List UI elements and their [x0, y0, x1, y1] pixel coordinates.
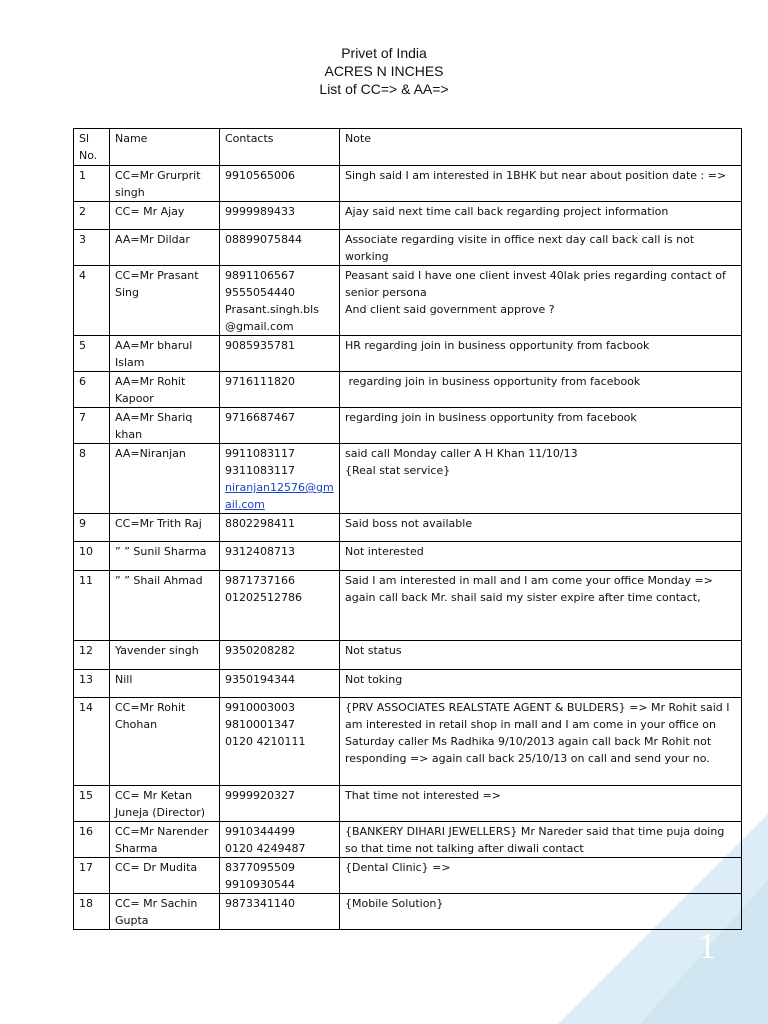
row-sl-number: 11 — [74, 571, 110, 641]
note-line: And client said government approve ? — [345, 303, 555, 316]
note-line: {BANKERY DIHARI JEWELLERS} Mr Nareder said that time puja doing so that time not talking after diwali contact — [345, 825, 728, 855]
note-line: Peasant said I have one client invest 40lak pries regarding contact of senior persona — [345, 269, 730, 299]
row-sl-number: 2 — [74, 202, 110, 230]
row-contacts — [220, 786, 340, 822]
row-note — [340, 266, 742, 336]
note-line: Said boss not available — [345, 517, 473, 530]
document-header — [0, 44, 768, 98]
row-note — [340, 166, 742, 202]
column-header-sl: Sl No. — [74, 129, 110, 166]
column-header-name: Name — [110, 129, 220, 166]
row-contacts — [220, 858, 340, 894]
row-contacts — [220, 822, 340, 858]
row-sl-number: 5 — [74, 336, 110, 372]
row-contacts — [220, 266, 340, 336]
list-title: List of CC=> & AA=> — [319, 81, 449, 97]
row-name: CC= Mr Ajay — [110, 202, 220, 230]
row-note — [340, 230, 742, 266]
table-row — [74, 444, 742, 514]
row-name: AA=Niranjan — [110, 444, 220, 514]
row-sl-number: 13 — [74, 670, 110, 698]
row-note — [340, 372, 742, 408]
row-sl-number: 8 — [74, 444, 110, 514]
row-name: CC=Mr Narender Sharma — [110, 822, 220, 858]
row-contacts — [220, 230, 340, 266]
contact-entry: 9312408713 — [225, 545, 295, 558]
row-contacts — [220, 166, 340, 202]
contact-entry: 9350194344 — [225, 673, 295, 686]
contact-entry: 9085935781 — [225, 339, 295, 352]
contact-entry: 9910344499 — [225, 825, 295, 838]
row-name: ” ” Sunil Sharma — [110, 542, 220, 571]
row-note — [340, 444, 742, 514]
row-name: CC= Mr Ketan Juneja (Director) — [110, 786, 220, 822]
row-sl-number: 7 — [74, 408, 110, 444]
row-contacts — [220, 542, 340, 571]
row-name: CC= Mr Sachin Gupta — [110, 894, 220, 930]
contact-entry: 9810001347 — [225, 718, 295, 731]
contact-entry: 9891106567 — [225, 269, 295, 282]
table-row — [74, 571, 742, 641]
note-line: Not status — [345, 644, 402, 657]
table-row — [74, 266, 742, 336]
table-row — [74, 822, 742, 858]
contact-entry: 9910930544 — [225, 878, 295, 891]
row-sl-number: 15 — [74, 786, 110, 822]
row-note — [340, 641, 742, 670]
table-row — [74, 202, 742, 230]
contact-entry: 8377095509 — [225, 861, 295, 874]
row-name: CC=Mr Trith Raj — [110, 514, 220, 542]
contact-entry: 9911083117 — [225, 447, 295, 460]
table-header-row — [74, 129, 742, 166]
row-name: AA=Mr Dildar — [110, 230, 220, 266]
row-note — [340, 336, 742, 372]
row-note — [340, 408, 742, 444]
row-note — [340, 202, 742, 230]
table-row — [74, 230, 742, 266]
contacts-table — [73, 128, 742, 930]
contact-entry: 8802298411 — [225, 517, 295, 530]
row-name: ” ” Shail Ahmad — [110, 571, 220, 641]
company-name: Privet of India — [341, 45, 427, 61]
note-line: Singh said I am interested in 1BHK but near about position date : => — [345, 169, 727, 182]
row-sl-number: 12 — [74, 641, 110, 670]
page-number: 1 — [698, 926, 716, 966]
row-note — [340, 670, 742, 698]
contact-entry: Prasant.singh.bls @gmail.com — [225, 303, 319, 333]
row-contacts — [220, 372, 340, 408]
table-row — [74, 408, 742, 444]
note-line: Not toking — [345, 673, 403, 686]
row-note — [340, 894, 742, 930]
note-line: Ajay said next time call back regarding project information — [345, 205, 669, 218]
row-note — [340, 514, 742, 542]
table-row — [74, 542, 742, 571]
note-line: regarding join in business opportunity from facebook — [345, 375, 641, 388]
contact-entry: 0120 4210111 — [225, 735, 306, 748]
note-line: That time not interested => — [345, 789, 501, 802]
table-row — [74, 166, 742, 202]
row-sl-number: 14 — [74, 698, 110, 786]
row-note — [340, 822, 742, 858]
row-sl-number: 1 — [74, 166, 110, 202]
column-header-note: Note — [340, 129, 742, 166]
row-name: AA=Mr Shariq khan — [110, 408, 220, 444]
note-line: said call Monday caller A H Khan 11/10/13 — [345, 447, 578, 460]
note-line: HR regarding join in business opportunity from facbook — [345, 339, 650, 352]
row-note — [340, 698, 742, 786]
note-line: Said I am interested in mall and I am come your office Monday => again call back Mr. shail said my sister expire after time contact, — [345, 574, 717, 604]
row-name: AA=Mr bharul Islam — [110, 336, 220, 372]
table-row — [74, 336, 742, 372]
table-row — [74, 894, 742, 930]
note-line: {Mobile Solution} — [345, 897, 444, 910]
row-name: CC=Mr Prasant Sing — [110, 266, 220, 336]
table-row — [74, 670, 742, 698]
row-contacts — [220, 641, 340, 670]
contact-entry: 9910003003 — [225, 701, 295, 714]
row-contacts — [220, 202, 340, 230]
table-row — [74, 514, 742, 542]
note-line: Not interested — [345, 545, 424, 558]
table-row — [74, 698, 742, 786]
row-note — [340, 542, 742, 571]
row-contacts — [220, 514, 340, 542]
row-name: CC=Mr Rohit Chohan — [110, 698, 220, 786]
contact-entry: 9555054440 — [225, 286, 295, 299]
contact-entry: 9311083117 — [225, 464, 295, 477]
row-name: Yavender singh — [110, 641, 220, 670]
row-contacts — [220, 894, 340, 930]
contact-entry: 9873341140 — [225, 897, 295, 910]
contact-entry: 9350208282 — [225, 644, 295, 657]
table-row — [74, 641, 742, 670]
row-sl-number: 18 — [74, 894, 110, 930]
row-sl-number: 10 — [74, 542, 110, 571]
note-line: regarding join in business opportunity from facebook — [345, 411, 637, 424]
row-sl-number: 17 — [74, 858, 110, 894]
row-contacts — [220, 571, 340, 641]
row-name: CC=Mr Grurprit singh — [110, 166, 220, 202]
row-note — [340, 786, 742, 822]
row-note — [340, 571, 742, 641]
table-row — [74, 372, 742, 408]
row-contacts — [220, 444, 340, 514]
row-contacts — [220, 698, 340, 786]
row-contacts — [220, 336, 340, 372]
row-sl-number: 4 — [74, 266, 110, 336]
contact-entry: 0120 4249487 — [225, 842, 306, 855]
email-link[interactable]: niranjan12576@gmail.com — [225, 481, 334, 511]
contact-entry: 9716111820 — [225, 375, 295, 388]
table-body — [74, 166, 742, 930]
contact-entry: 9871737166 — [225, 574, 295, 587]
note-line: {Real stat service} — [345, 464, 451, 477]
row-name: Nill — [110, 670, 220, 698]
company-subtitle: ACRES N INCHES — [324, 63, 444, 79]
row-sl-number: 3 — [74, 230, 110, 266]
row-sl-number: 6 — [74, 372, 110, 408]
note-line: Associate regarding visite in office next day call back call is not working — [345, 233, 698, 263]
note-line: {Dental Clinic} => — [345, 861, 451, 874]
table-row — [74, 786, 742, 822]
contact-entry: 9716687467 — [225, 411, 295, 424]
contact-entry: 9910565006 — [225, 169, 295, 182]
contact-entry: 08899075844 — [225, 233, 302, 246]
contact-entry: 9999920327 — [225, 789, 295, 802]
table-row — [74, 858, 742, 894]
note-line: {PRV ASSOCIATES REALSTATE AGENT & BULDERS} => Mr Rohit said I am interested in retail shop in mall and I am come in your office on Saturday caller Ms Radhika 9/10/2013 again call back Mr Rohit not responding => again call back 25/10/13 on call and send your no. — [345, 701, 734, 765]
contact-entry: 9999989433 — [225, 205, 295, 218]
column-header-contacts: Contacts — [220, 129, 340, 166]
contact-entry: 01202512786 — [225, 591, 302, 604]
row-note — [340, 858, 742, 894]
row-sl-number: 16 — [74, 822, 110, 858]
row-name: AA=Mr Rohit Kapoor — [110, 372, 220, 408]
row-contacts — [220, 670, 340, 698]
row-sl-number: 9 — [74, 514, 110, 542]
row-name: CC= Dr Mudita — [110, 858, 220, 894]
row-contacts — [220, 408, 340, 444]
